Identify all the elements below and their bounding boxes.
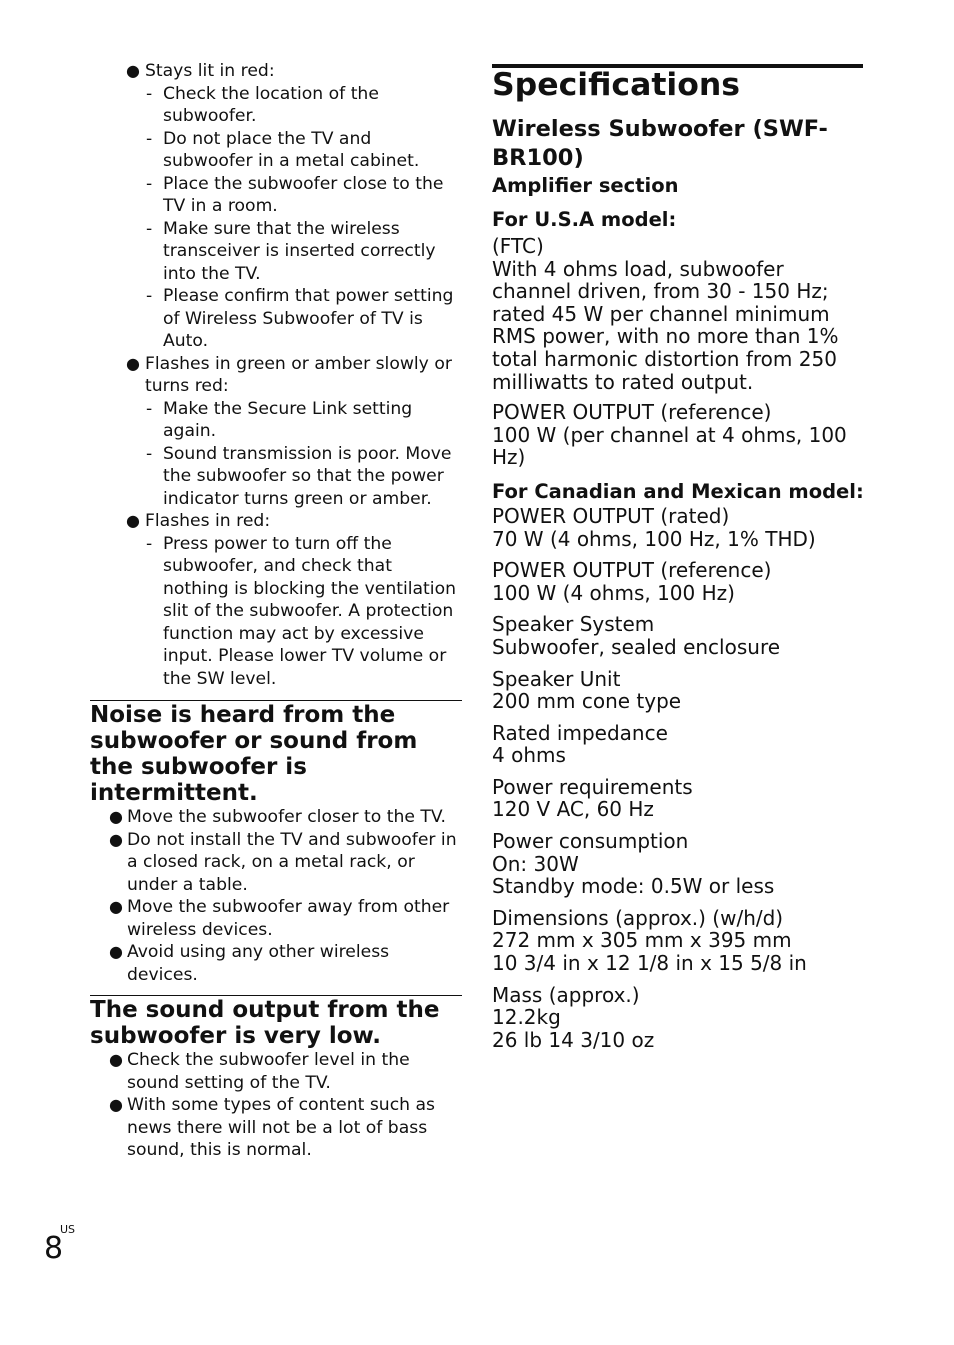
low-list <box>90 1049 462 1162</box>
sub-item: - Check the location of the subwoofer. <box>146 83 379 126</box>
bullet-icon: ● <box>109 807 123 826</box>
noise-list <box>90 806 462 986</box>
sub-item: - Press power to turn off the subwoofer, and check that nothing is blocking the ventilation slit of the subwoofer. A protection function may act by excessive input. Please lower TV volume or the SW level. <box>146 533 456 689</box>
list-item: ● Check the subwoofer level in the sound setting of the TV. <box>109 1050 410 1093</box>
sub-item: - Sound transmission is poor. Move the subwoofer so that the power indicator turns green or amber. <box>146 443 452 509</box>
list-item <box>90 510 462 690</box>
list-item-text: Stays lit in red: <box>145 61 275 81</box>
list-item: ● Do not install the TV and subwoofer in a closed rack, on a metal rack, or under a table. <box>109 829 457 895</box>
sub-list <box>145 533 462 691</box>
usa-power-reference: POWER OUTPUT (reference) 100 W (per channel at 4 ohms, 100 Hz) <box>492 400 847 470</box>
bullet-icon: ● <box>126 61 140 80</box>
sub-item: - Make the Secure Link setting again. <box>146 398 413 441</box>
sub-item: - Place the subwoofer close to the TV in a room. <box>146 173 444 216</box>
list-item: ● Avoid using any other wireless devices. <box>109 942 390 985</box>
list-item <box>90 60 462 353</box>
usa-model-label: For U.S.A model: <box>492 208 677 231</box>
section-heading-low: The sound output from the subwoofer is very low. <box>90 997 440 1049</box>
list-item-text: Flashes in green or amber slowly or turns red: <box>145 353 452 396</box>
spec-item: Power requirements 120 V AC, 60 Hz <box>492 774 693 822</box>
section-divider <box>90 995 462 996</box>
spec-item: Rated impedance 4 ohms <box>492 720 668 768</box>
list-item <box>90 353 462 511</box>
sub-list <box>145 83 462 353</box>
sub-item: - Please confirm that power setting of Wireless Subwoofer of TV is Auto. <box>146 286 454 351</box>
page-title: Specifications <box>492 67 741 103</box>
spec-item: Speaker System Subwoofer, sealed enclosure <box>492 612 781 659</box>
model-heading: Wireless Subwoofer (SWF-BR100) <box>492 116 828 171</box>
section-divider <box>90 700 462 701</box>
spec-item: Mass (approx.) 12.2kg 26 lb 14 3/10 oz <box>492 982 655 1052</box>
region-label: US <box>60 1223 76 1236</box>
status-list <box>90 60 462 690</box>
spec-item: POWER OUTPUT (reference) 100 W (4 ohms, 100 Hz) <box>492 558 772 605</box>
bullet-icon: ● <box>109 897 123 916</box>
bullet-icon: ● <box>126 511 140 530</box>
sub-item: - Make sure that the wireless transceiver is inserted correctly into the TV. <box>146 218 436 284</box>
bullet-icon: ● <box>126 353 140 373</box>
list-item: ● Move the subwoofer away from other wireless devices. <box>109 897 450 940</box>
page-number: 8 <box>44 1231 64 1266</box>
list-item-text: Flashes in red: <box>145 511 271 531</box>
specs-body <box>492 115 864 1051</box>
list-item: ● With some types of content such as news there will not be a lot of bass sound, this is normal. <box>109 1095 435 1160</box>
bullet-icon: ● <box>109 1050 123 1069</box>
bullet-icon: ● <box>109 829 123 849</box>
spec-item: Power consumption On: 30W Standby mode: 0.5W or less <box>492 829 775 899</box>
canada-mexico-label: For Canadian and Mexican model: <box>492 479 864 503</box>
bullet-icon: ● <box>109 942 123 961</box>
bullet-icon: ● <box>109 1095 123 1114</box>
list-item: ● Move the subwoofer closer to the TV. <box>109 807 446 827</box>
sub-item: - Do not place the TV and subwoofer in a metal cabinet. <box>146 128 420 171</box>
section-heading-noise: Noise is heard from the subwoofer or sound from the subwoofer is intermittent. <box>90 702 418 806</box>
left-column <box>90 0 462 1162</box>
amp-section-label: Amplifier section <box>492 174 679 197</box>
sub-list <box>145 398 462 511</box>
spec-item: Speaker Unit 200 mm cone type <box>492 666 682 714</box>
spec-item: POWER OUTPUT (rated) 70 W (4 ohms, 100 Hz, 1% THD) <box>492 503 816 551</box>
spec-item: Dimensions (approx.) (w/h/d) 272 mm x 305 mm x 395 mm 10 3/4 in x 12 1/8 in x 15 5/8 in <box>492 905 807 976</box>
usa-ftc-text: (FTC) With 4 ohms load, subwoofer channel driven, from 30 - 150 Hz; rated 45 W per channel minimum RMS power, with no more than 1% total harmonic distortion from 250 milliwatts to rated output. <box>492 234 839 394</box>
